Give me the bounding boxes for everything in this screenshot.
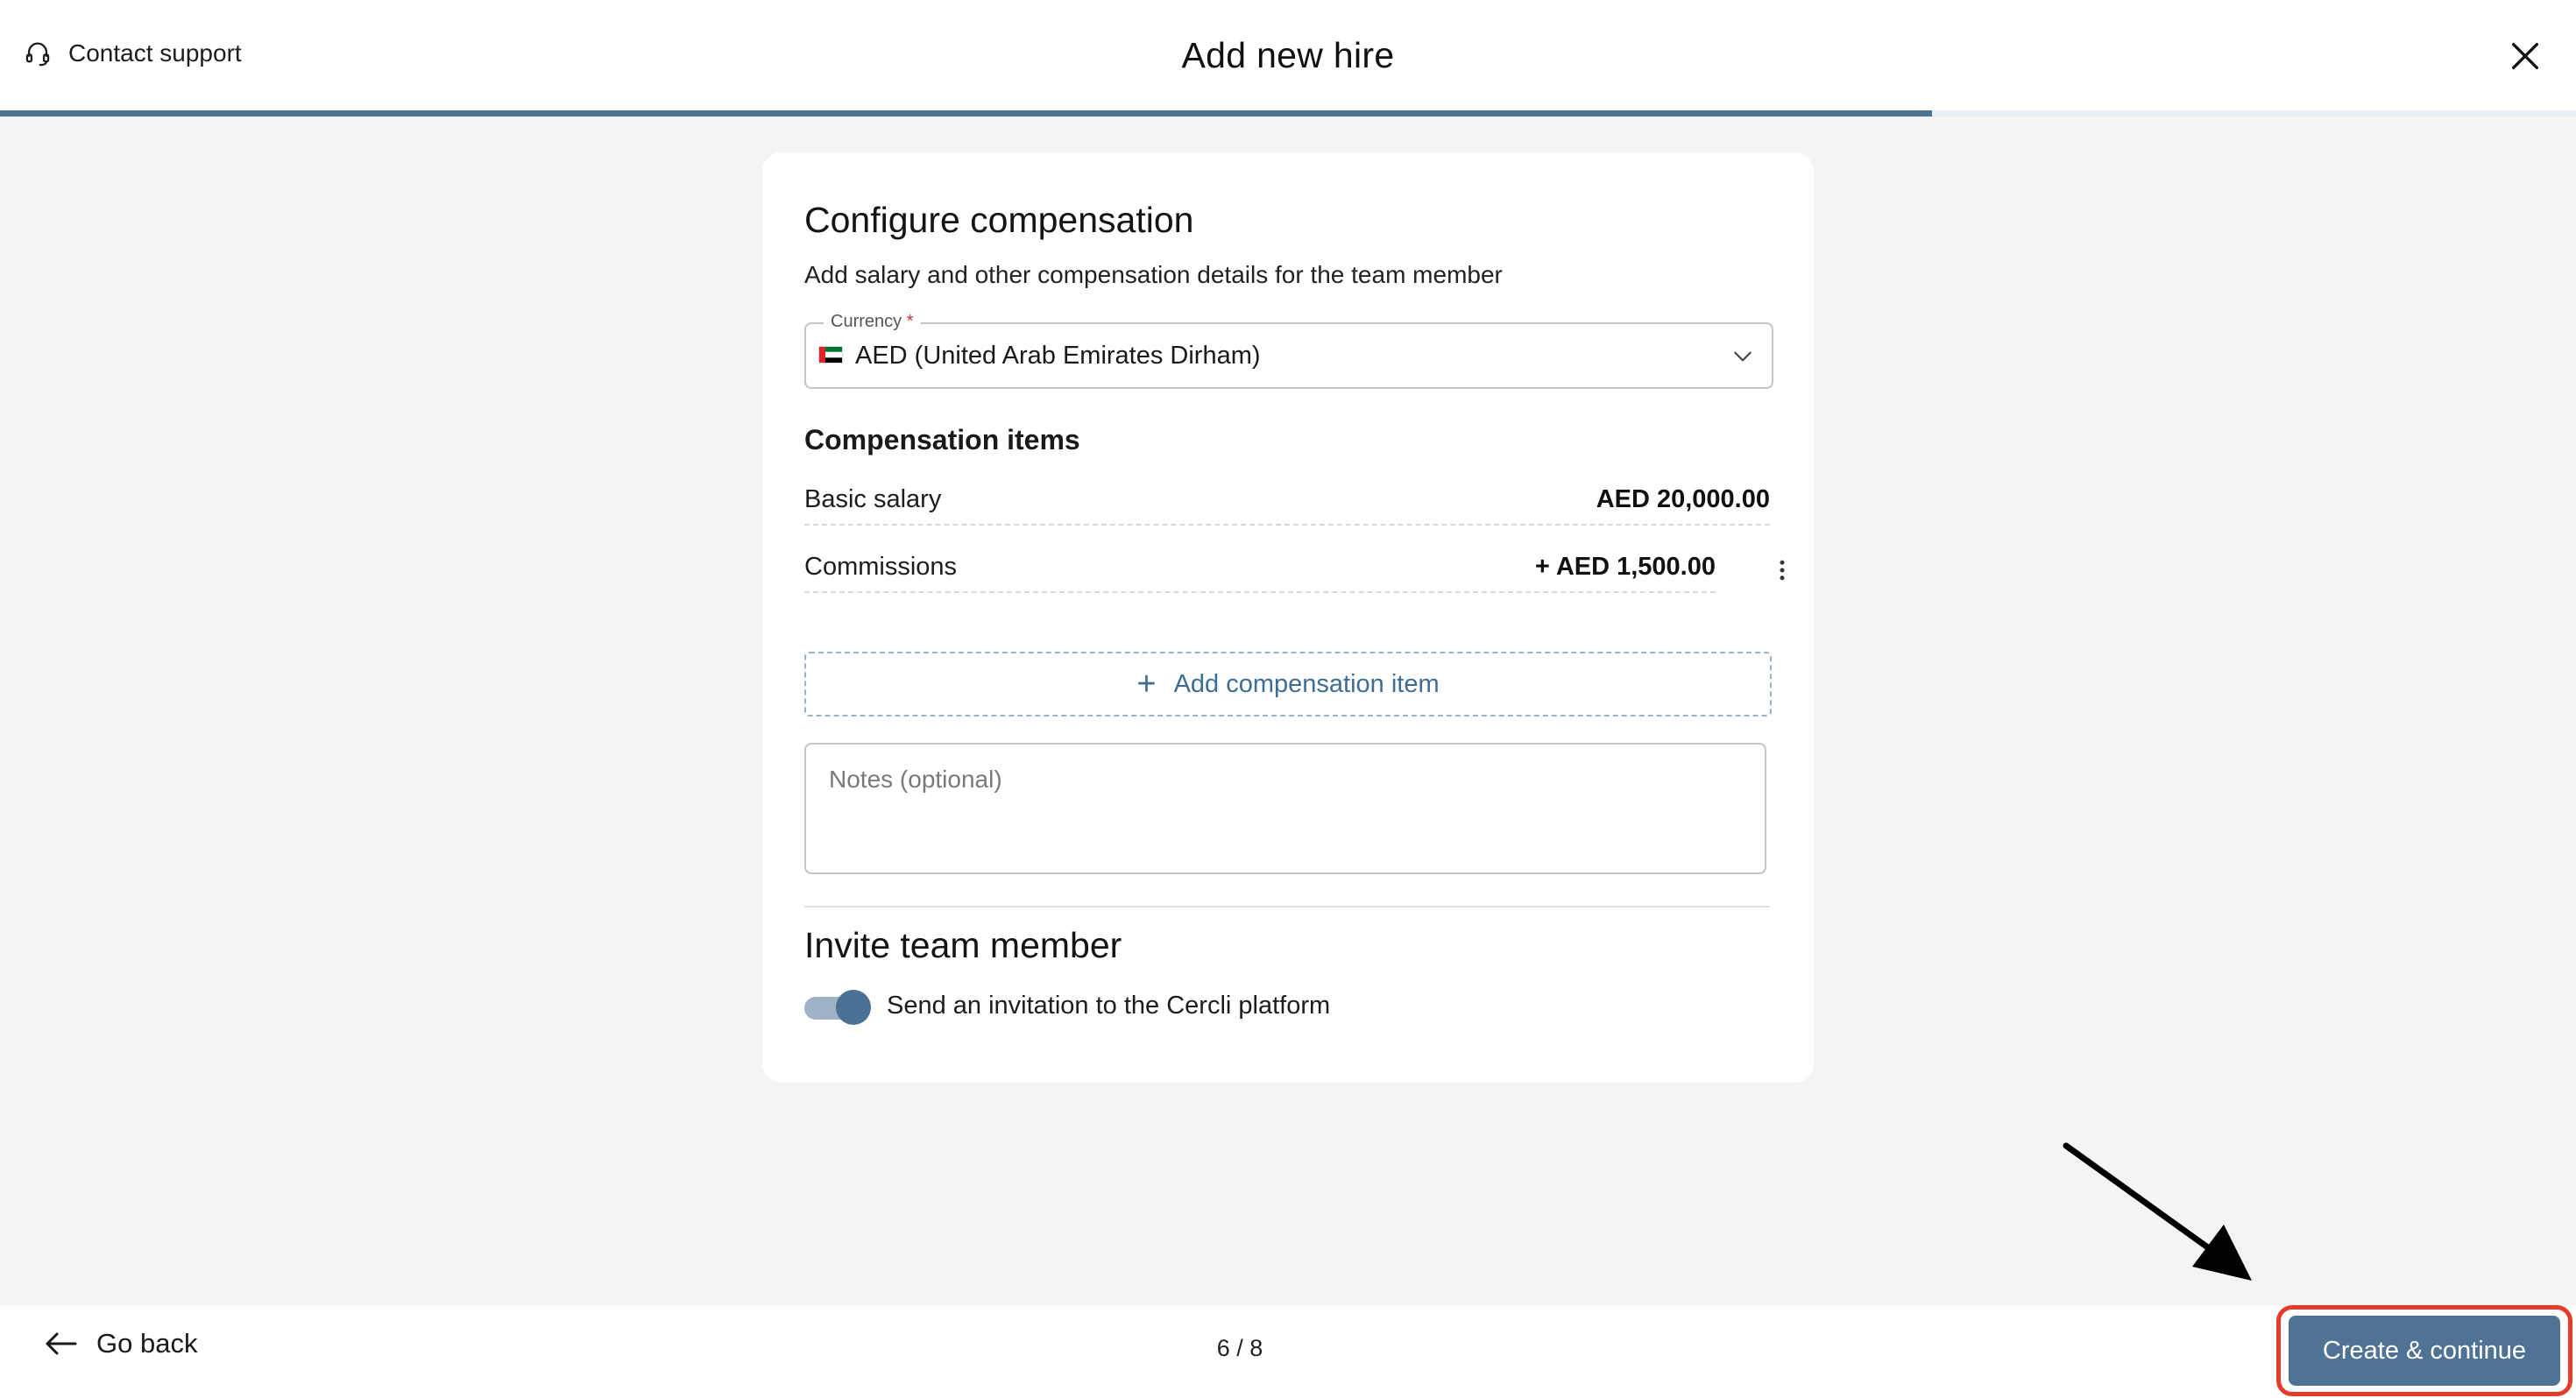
compensation-item-amount: AED 20,000.00 — [1596, 485, 1770, 513]
compensation-items-heading: Compensation items — [804, 424, 1080, 455]
uae-flag-icon — [818, 346, 843, 364]
add-compensation-item-button[interactable] — [804, 652, 1772, 717]
close-icon[interactable] — [2508, 39, 2543, 74]
step-indicator: 6 / 8 — [1216, 1335, 1263, 1361]
compensation-item-label: Basic salary — [804, 485, 942, 513]
create-and-continue-button[interactable]: Create & continue — [2289, 1316, 2560, 1386]
currency-value: AED (United Arab Emirates Dirham) — [855, 342, 1261, 370]
invite-toggle[interactable] — [804, 988, 871, 1027]
divider — [804, 906, 1770, 907]
more-options-icon[interactable] — [1775, 557, 1789, 583]
compensation-card — [762, 152, 1814, 1083]
go-back-label: Go back — [96, 1328, 198, 1359]
invite-heading: Invite team member — [804, 925, 1122, 965]
compensation-row-basic-salary — [804, 478, 1770, 526]
progress-bar — [0, 110, 2576, 116]
compensation-item-label: Commissions — [804, 553, 958, 581]
notes-field[interactable] — [804, 743, 1766, 874]
plus-icon: + — [1136, 666, 1157, 703]
annotation-arrow-icon — [2059, 1139, 2261, 1288]
section-heading: Configure compensation — [804, 200, 1194, 240]
currency-select[interactable] — [804, 312, 1773, 389]
toggle-knob — [836, 990, 871, 1025]
section-subheading: Add salary and other compensation details for the team member — [804, 261, 1503, 288]
compensation-row-commissions[interactable] — [804, 546, 1716, 593]
footer — [0, 1305, 2576, 1398]
header — [0, 0, 2576, 110]
invite-toggle-label: Send an invitation to the Cercli platform — [887, 992, 1331, 1020]
page-title: Add new hire — [1181, 35, 1395, 75]
add-compensation-item-label: Add compensation item — [1173, 669, 1440, 698]
contact-support-label: Contact support — [68, 39, 242, 67]
progress-bar-fill — [0, 110, 1932, 116]
chevron-down-icon — [1731, 345, 1754, 368]
compensation-item-amount: + AED 1,500.00 — [1534, 553, 1716, 581]
currency-label: Currency * — [824, 312, 921, 332]
